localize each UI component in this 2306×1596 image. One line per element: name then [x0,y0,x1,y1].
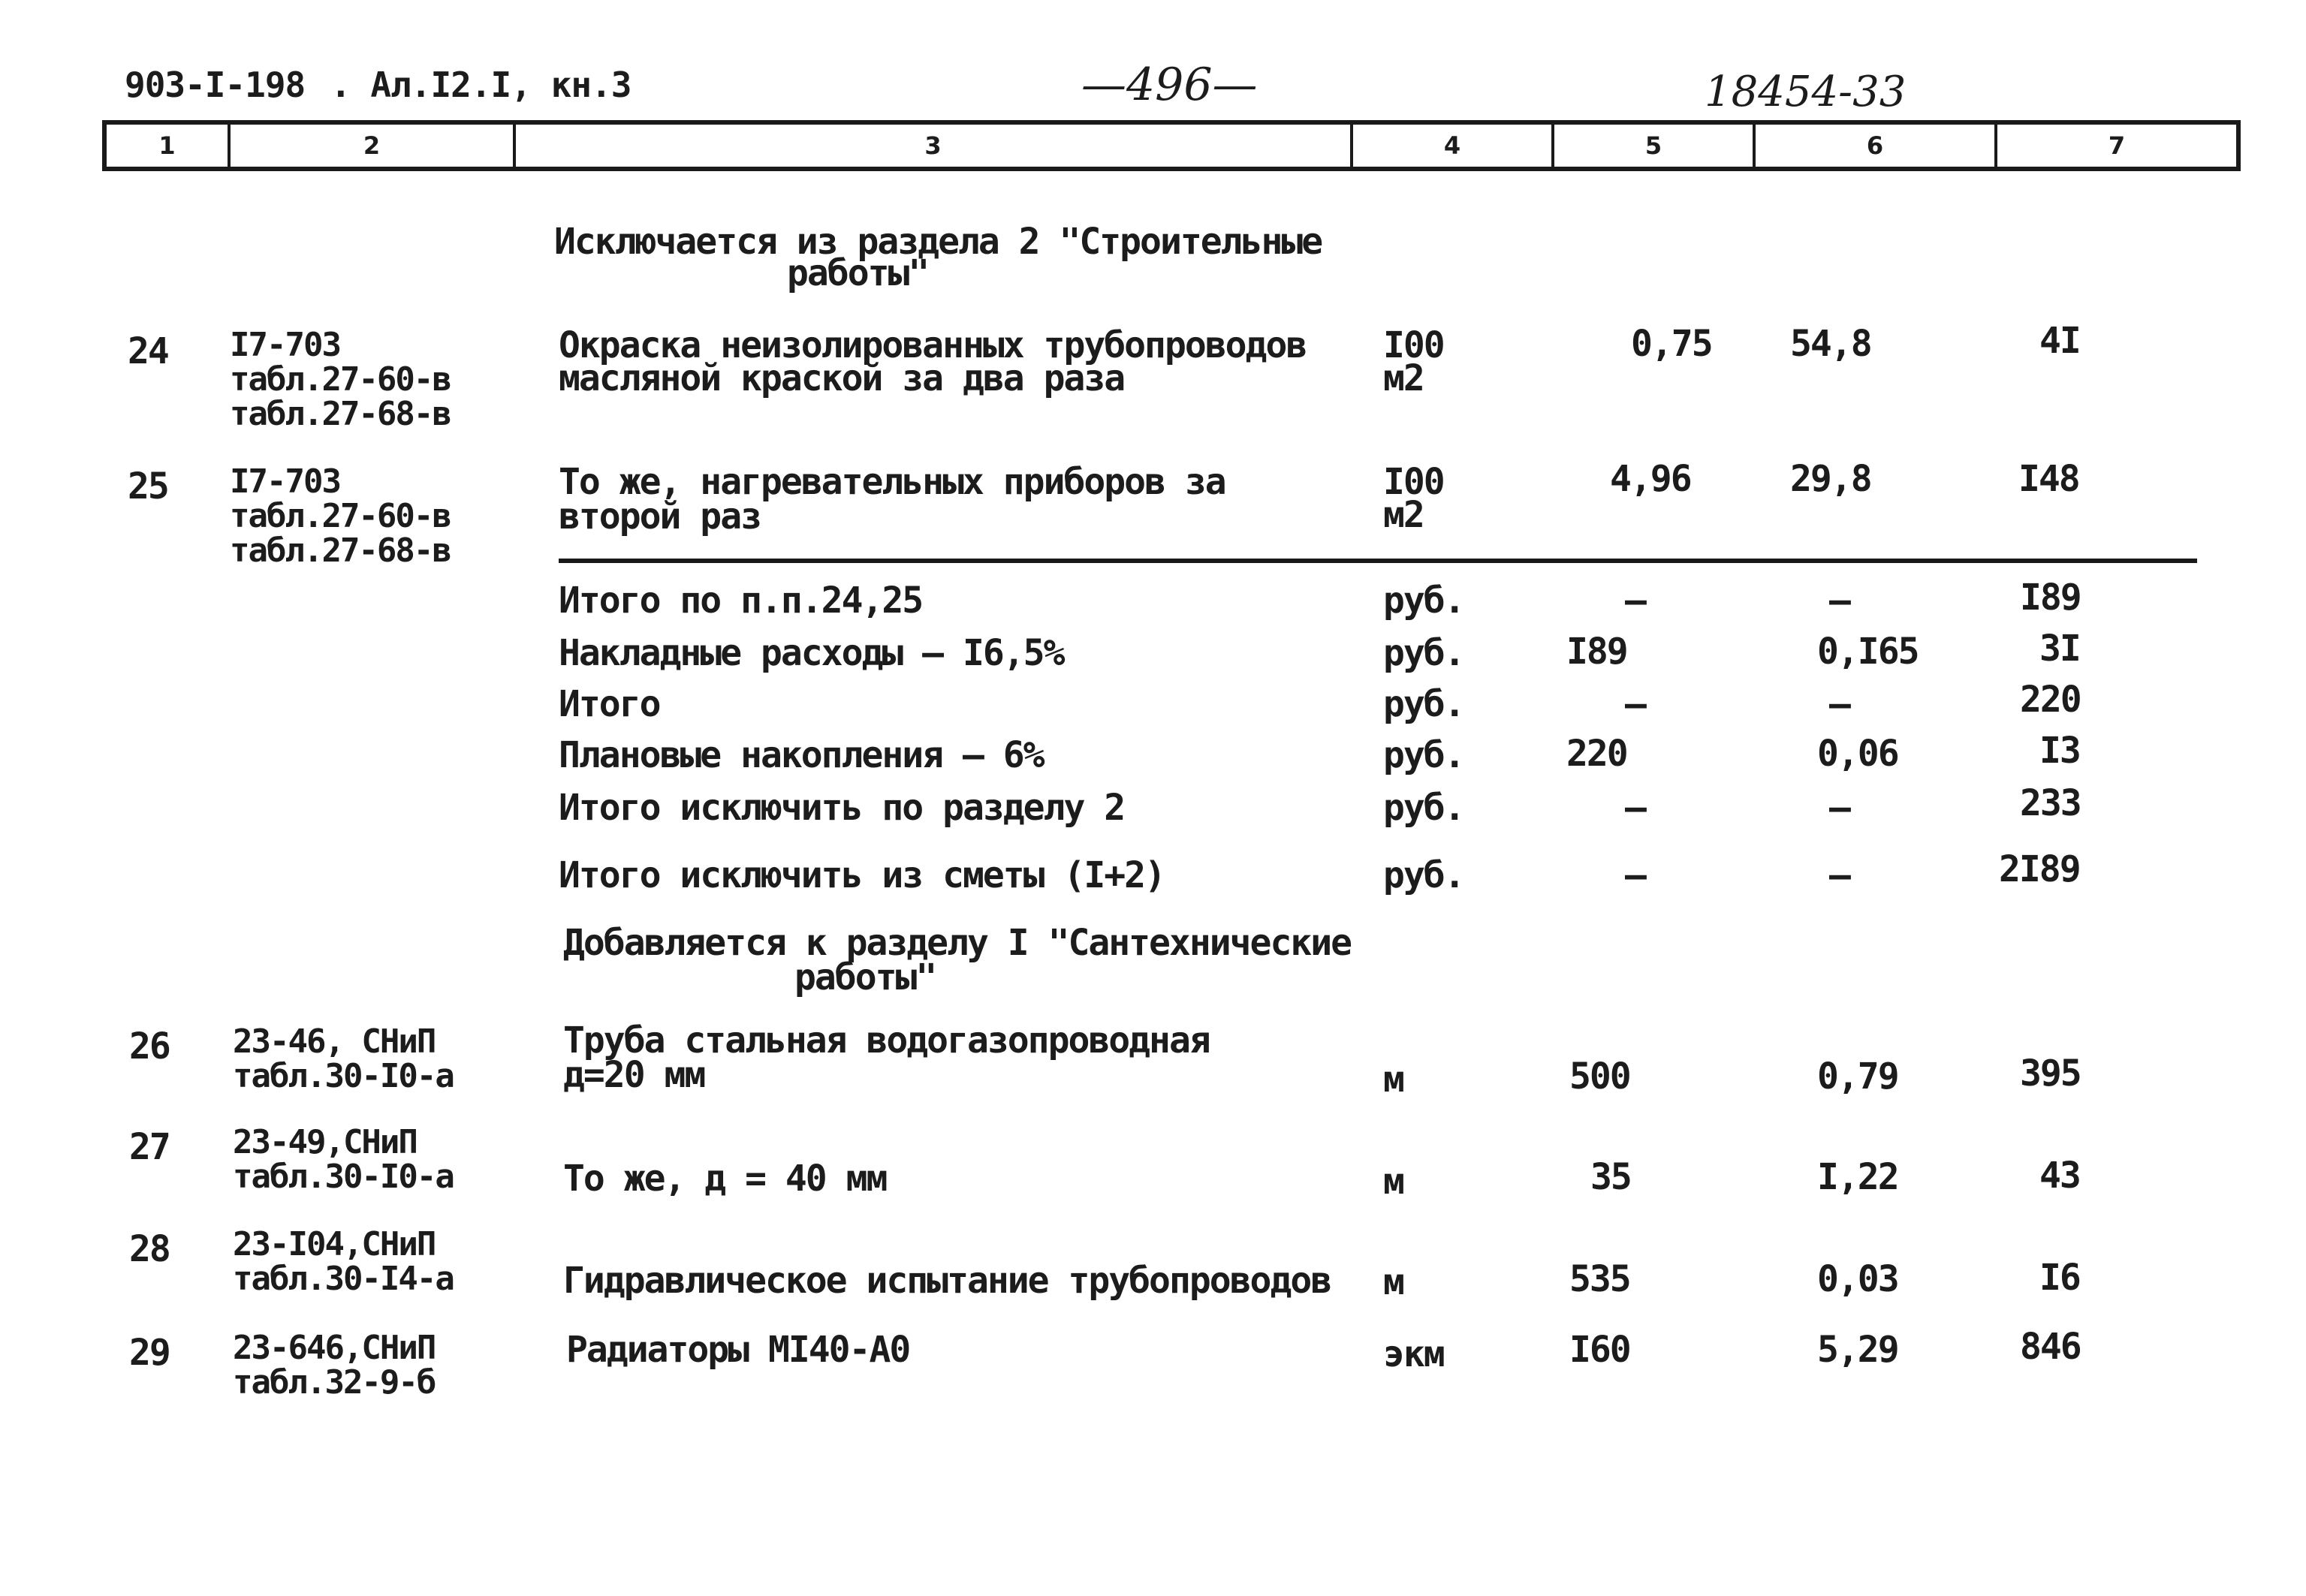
totals-rate: – [1829,580,1849,622]
column-header-4: 4 [1353,125,1554,167]
section-add-title-cont: работы" [794,956,936,998]
header-doc-code: 903-I-198 [125,65,306,105]
row-unit: м2 [1383,494,1424,536]
totals-rate: – [1829,787,1849,829]
row-description: Радиаторы МI40-А0 [566,1329,910,1371]
totals-amount: 233 [2020,782,2081,824]
row-total: 4I [2039,320,2080,362]
totals-base: – [1625,683,1645,725]
row-number: 25 [128,465,168,507]
row-unit-price: 54,8 [1790,323,1871,365]
row-description: второй раз [559,495,761,538]
row-unit: м [1383,1261,1403,1303]
row-total: 395 [2020,1052,2081,1095]
totals-base: – [1625,787,1645,829]
row-description: д=20 мм [563,1054,705,1096]
column-header-5: 5 [1554,125,1756,167]
totals-base: 220 [1566,733,1627,775]
row-number: 27 [129,1126,170,1168]
section-add-title: Добавляется к разделу I "Сантехнические [563,922,1352,964]
totals-unit: руб. [1383,632,1464,674]
row-code: табл.30-I0-а [233,1057,454,1095]
totals-unit: руб. [1383,683,1464,725]
row-number: 24 [128,330,168,372]
totals-amount: 3I [2039,628,2080,670]
row-quantity: 4,96 [1610,458,1691,500]
totals-base: I89 [1566,631,1627,673]
totals-rate: – [1829,854,1849,896]
row-code: табл.32-9-б [233,1363,436,1402]
row-quantity: 500 [1569,1055,1630,1098]
column-header-2: 2 [231,125,516,167]
row-description: Окраска неизолированных трубопроводов [559,324,1307,366]
column-header-7: 7 [2108,131,2126,160]
row-unit: м [1383,1161,1403,1203]
totals-label: Итого по п.п.24,25 [559,580,923,622]
row-total: I48 [2018,458,2079,500]
totals-base: – [1625,580,1645,622]
row-code: табл.27-60-в [230,360,451,399]
row-description: Труба стальная водогазопроводная [563,1019,1210,1061]
row-unit-price: 29,8 [1790,458,1871,500]
totals-base: – [1625,854,1645,896]
totals-label: Накладные расходы – I6,5% [559,632,1064,674]
column-header-row [102,120,2241,171]
row-code: табл.27-68-в [230,531,451,570]
row-unit-price: 0,79 [1817,1055,1898,1098]
header-page-number: —496— [1081,59,1258,111]
column-header-3: 3 [516,125,1353,167]
totals-label: Итого исключить по разделу 2 [559,787,1125,829]
row-unit: м2 [1383,357,1424,399]
row-code: табл.30-I0-а [233,1158,454,1196]
row-number: 28 [129,1228,170,1270]
row-unit-price: 5,29 [1817,1329,1898,1371]
row-unit: I00 [1383,461,1444,503]
totals-label: Плановые накопления – 6% [559,734,1044,776]
totals-unit: руб. [1383,787,1464,829]
row-code: I7-703 [230,326,340,364]
totals-unit: руб. [1383,734,1464,776]
row-number: 29 [129,1332,170,1374]
row-code: 23-49,СНиП [233,1123,417,1161]
header-archive-number: 18454-33 [1705,68,1907,116]
section-remove-title: Исключается из раздела 2 "Строительные [554,221,1322,263]
header-album: . Ал.I2.I, кн.3 [330,65,632,105]
row-unit-price: I,22 [1817,1156,1898,1198]
row-code: 23-646,СНиП [233,1329,436,1367]
row-unit: экм [1383,1333,1444,1375]
subtotal-divider [559,559,2197,563]
row-description: масляной краской за два раза [559,357,1125,399]
section-remove-title-cont: работы" [787,252,929,294]
totals-unit: руб. [1383,580,1464,622]
row-unit: I00 [1383,324,1444,366]
row-description: То же, д = 40 мм [563,1158,887,1200]
totals-amount: I3 [2039,730,2080,772]
row-quantity: 0,75 [1631,323,1712,365]
totals-rate: – [1829,683,1849,725]
row-total: 846 [2020,1326,2081,1368]
totals-amount: 2I89 [1999,848,2080,890]
row-code: 23-46, СНиП [233,1022,436,1061]
row-unit: м [1383,1058,1403,1101]
column-header-6: 6 [1756,125,1997,167]
row-number: 26 [129,1025,170,1068]
row-code: табл.27-68-в [230,395,451,433]
row-code: I7-703 [230,462,340,501]
row-description: Гидравлическое испытание трубопроводов [563,1260,1331,1302]
row-code: 23-I04,СНиП [233,1225,436,1263]
totals-amount: 220 [2020,679,2081,721]
row-quantity: I60 [1569,1329,1630,1371]
row-code: табл.30-I4-а [233,1260,454,1298]
row-quantity: 535 [1569,1258,1630,1300]
totals-label: Итого исключить из сметы (I+2) [559,854,1165,896]
row-code: табл.27-60-в [230,497,451,535]
row-total: 43 [2039,1155,2080,1197]
totals-amount: I89 [2020,577,2081,619]
totals-rate: 0,I65 [1817,631,1919,673]
row-unit-price: 0,03 [1817,1258,1898,1300]
row-total: I6 [2039,1257,2080,1299]
totals-rate: 0,06 [1817,733,1898,775]
row-description: То же, нагревательных приборов за [559,461,1225,503]
row-quantity: 35 [1590,1156,1631,1198]
totals-label: Итого [559,683,660,725]
column-header-1: 1 [107,125,231,167]
totals-unit: руб. [1383,854,1464,896]
